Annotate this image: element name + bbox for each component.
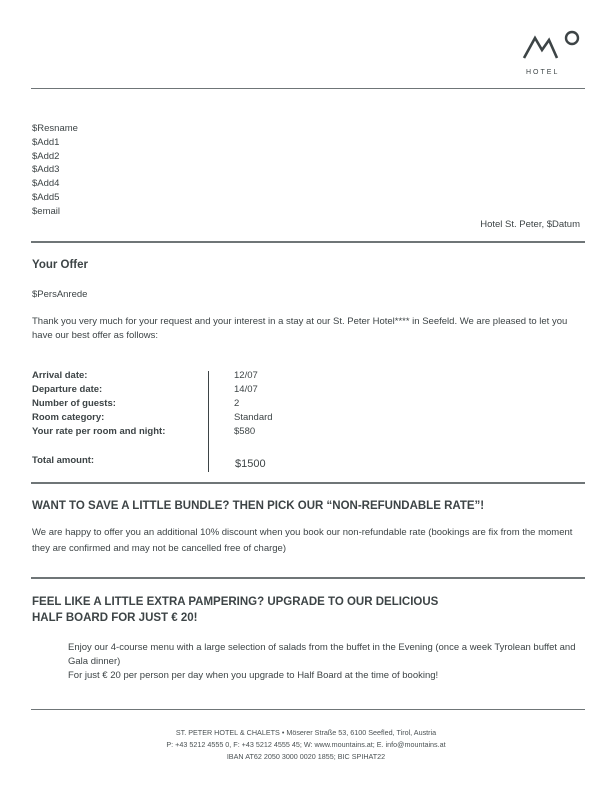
footer-address: ST. PETER HOTEL & CHALETS • Möserer Straße 53, 6100 Seefled, Tirol, Austria [175,728,437,737]
total-label: Total amount: [32,455,95,466]
offer-details [32,369,580,439]
halfboard-heading-line: FEEL LIKE A LITTLE EXTRA PAMPERING? UPGRADE TO OUR DELICIOUS [32,596,439,608]
halfboard-heading [32,594,438,626]
place-date: Hotel St. Peter, $Datum [480,219,580,230]
address-line: $Add4 [32,178,60,190]
detail-row [32,397,580,411]
detail-label: Departure date: [32,384,103,395]
detail-label: Arrival date: [32,370,88,381]
divider [31,88,585,89]
detail-row [32,383,580,397]
nonrefundable-heading: WANT TO SAVE A LITTLE BUNDLE? THEN PICK OUR “NON-REFUNDABLE RATE”! [32,500,485,512]
bullet-text: For just € 20 per person per day when you upgrade to Half Board at the time of booking! [68,670,439,681]
halfboard-bullets [48,641,582,683]
logo-text: HOTEL [526,69,560,76]
mountain-logo-icon [522,28,584,68]
address-line: $Resname [32,123,78,134]
recipient-address [32,122,78,219]
footer-contact: P: +43 5212 4555 0, F: +43 5212 4555 45; W: www.mountains.at; E. info@mountains.at [166,740,446,749]
address-line: $email [32,205,60,217]
detail-value: 2 [234,398,240,409]
bullet-icon [48,641,68,669]
address-line: $Add3 [32,164,60,176]
address-line: $Add1 [32,136,60,148]
salutation: $PersAnrede [32,289,88,300]
nonrefundable-text: We are happy to offer you an additional 10% discount when you book our non-refundable rate (bookings are fix from the moment they are confirmed and may not be cancelled free of charge) [32,527,573,554]
footer-bank: IBAN AT62 2050 3000 0020 1855; BIC SPIHAT22 [226,752,386,761]
bullet-icon [48,669,68,683]
divider [31,709,585,710]
list-item [48,641,582,669]
detail-value: 12/07 [234,370,258,381]
detail-row [32,425,580,439]
detail-label: Room category: [32,412,105,423]
divider [31,482,585,484]
divider [31,577,585,579]
list-item [48,669,582,683]
detail-value: Standard [234,412,273,423]
bullet-text: Enjoy our 4-course menu with a large selection of salads from the buffet in the Evening (once a week Tyrolean buffet and Gala dinner) [68,642,576,667]
offer-intro: Thank you very much for your request and your interest in a stay at our St. Peter Hotel**** in Seefeld. We are pleased to let you have our best offer as follows: [32,316,568,341]
detail-row [32,411,580,425]
offer-heading: Your Offer [32,259,89,271]
detail-value: 14/07 [234,384,258,395]
halfboard-heading-line: HALF BOARD FOR JUST € 20! [32,612,198,624]
divider [31,241,585,243]
detail-row [32,369,580,383]
detail-label: Number of guests: [32,398,116,409]
detail-label: Your rate per room and night: [32,426,166,437]
detail-value: $580 [234,426,256,437]
hotel-logo [522,28,584,76]
column-separator [208,371,209,472]
address-line: $Add5 [32,191,60,203]
total-value: $1500 [235,458,266,470]
address-line: $Add2 [32,150,60,162]
footer [0,727,612,763]
